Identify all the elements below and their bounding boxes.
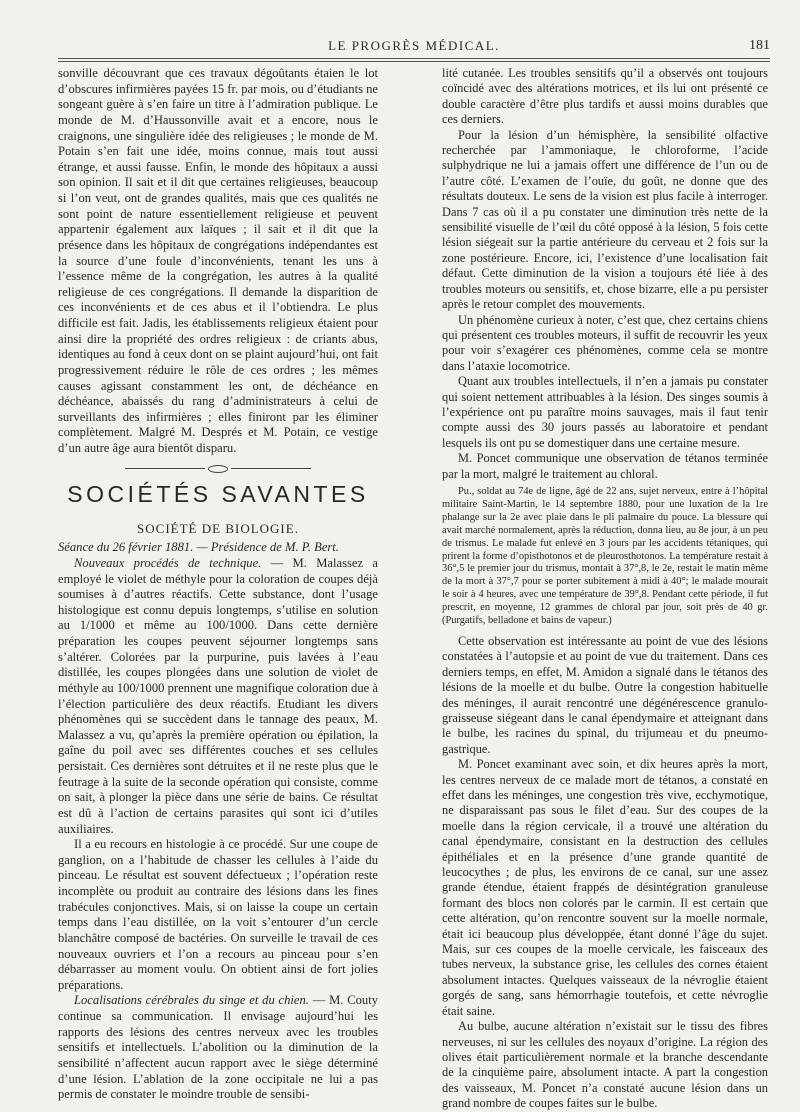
paragraph: Un phénomène curieux à noter, c’est que, chez certains chiens qui présentent ces troubles moteurs, il suffit de recouvrir les yeux pour voir s’exagérer ces phénomènes, comme cela se montre dans l’ataxie locomotrice. bbox=[442, 312, 768, 373]
paragraph: M. Poncet communique une observation de tétanos terminée par la mort, malgré le traitement au chloral. bbox=[442, 451, 768, 481]
header-rule-top bbox=[58, 58, 770, 59]
paragraph: Nouveaux procédés de technique. — M. Malassez a employé le violet de méthyle pour la coloration de coupes déjà soumises à d’autres réactifs. Cette substance, dont l’usage histologique est connu depuis longtemps, s’utilise en solution au 1/1000 et même au 100/1000. Dans cette dernière préparation les coupes peuvent séjourner longtemps sans s’altérer. Colorées par la purpurine, puis lavées à l’eau distillée, les coupes plongées dans une solution de violet de méthyle au 100/1000 prennent une magnifique coloration due à l’élection particulière des deux réactifs. Etudiant les divers phénomènes qui se succèdent dans le tannage des peaux, M. Malassez a vu, qu’après la première opération ou épilation, la gaîne du poil avec ses différentes couches et ses cellules persistait. Ces dernières sont détruites et il ne reste plus que le feutrage à la suite de la seconde opération qui consiste, comme on sait, à plonger la pièce dans une série de bains. Ce résultat est dû à l’action de certains parasites qui sont ici d’utiles auxiliaires. bbox=[58, 555, 378, 836]
paragraph: Pour la lésion d’un hémisphère, la sensibilité olfactive recherchée par l’ammoniaque, le chloroforme, l’acide sulphydrique ne lui a jamais offert une différence de l’un ou de l’autre côté. L’examen de l’ouïe, du goût, ne donne que des résultats douteux. Le sens de la vision est plus facile à interroger. Dans 7 cas où il a pu constater une diminution très nette de la sensibilité visuelle de l’œil du côté opposé à la lésion, 5 fois cette lésion siégeait sur la partie antérieure du cerveau et 2 fois sur la zone postérieure. Encore, ici, l’existence d’une localisation fait défaut. Cette diminution de la vision a toujours été liée à des troubles moteurs ou sensitifs, et, chose bizarre, elle a pu persister après le retour complet des mouvements. bbox=[442, 127, 768, 312]
case-report: Pu., soldat au 74e de ligne, âgé de 22 ans, sujet nerveux, entre à l’hôpital militaire Saint-Martin, le 14 septembre 1880, pour une luxation de la 1re phalange sur la 2e avec plaie dans le pli palmaire du pouce. La blessure qui avait marché normalement, après la réduction, donna lieu, au 8e jour, à un peu de trismus. Le malade fut enlevé en 3 jours par les accidents tétaniques, qui prirent la forme d’opisthotonos et de pleurosthotonos. La température restait à 36°,5 le premier jour du trismus, montait à 37°,8, le 2e, restait le matin même de la mort à 37°,7 pour se porter subitement à midi à 40°; le malade mourait le soir à 4 heures, avec une température de 39°,8. Pendant cette période, il fut prescrit, en moyenne, 12 grammes de chloral par jour, soit près de 40 gr. (Purgatifs, belladone et bains de vapeur.) bbox=[442, 485, 768, 627]
paragraph-heading: Nouveaux procédés de technique. bbox=[74, 555, 262, 570]
session-line: Séance du 26 février 1881. — Présidence de M. P. Bert. bbox=[58, 540, 339, 555]
paragraph: Il a eu recours en histologie à ce procédé. Sur une coupe de ganglion, on a l’habitude de chasser les cellules à l’aide du pinceau. Le résultat est souvent défectueux ; l’opération reste incomplète ou produit au contraire des lésions dans les fines trabécules conjonctives. Mais, si on laisse la coupe un certain temps dans l’eau distillée, on la voit s’entourer d’un cercle blanchâtre composé de bactéries. On surveille le travail de ces nouveaux ouvriers et l’on a recours au pinceau pour s’en débarrasser au moment voulu. On obtient ainsi de fort jolies préparations. bbox=[58, 837, 378, 992]
right-column bbox=[442, 66, 768, 1112]
paragraph: sonville découvrant que ces travaux dégoûtants étaien le lot d’obscures infirmières payées 15 fr. par mois, ou d’étudiants ne songeant guère à s’en faire un titre à l’admiration publique. Le monde de M. d’Haussonville avait et a encore, nous le craignons, une singulière idée des religieuses ; le monde de M. Potain s’en fait une idée, moins connue, mais tout aussi étrange, et aussi fausse. Enfin, le monde des hôpitaux a aussi son opinion. Il sait et il dit que certaines religieuses, beaucoup si l’on veut, ont de grandes qualités, mais que ces qualités ne sont point de nature essentiellement religieuse et peuvent appartenir également aux laïques ; il sait et il dit que la présence dans les hôpitaux de congrégations indépendantes est la source d’une foule d’inconvénients, tenant les uns à l’essence même de la congrégation, les autres à la qualité religieuse de ces congrégations. Il demande la disparition de ces inconvénients et de ces abus et il l’obtiendra. Le plus difficile est fait. Jadis, les établissements religieux étaient pour ainsi dire la propriété des ordres religieux : de criants abus, identiques au fond à ceux dont on se plaint aujourd’hui, ont fait progressivement réduire le rôle de ces ordres ; les mêmes causes agissant constamment les ont, de déchéance en déchéance, abaissés du rang d’administrateurs à celui de surveillants des infirmières ; elles finiront par les éliminer complètement. Malgré M. Després et M. Potain, ce vestige d’un autre âge aura bientôt disparu. bbox=[58, 66, 379, 455]
paragraph: M. Poncet examinant avec soin, et dix heures après la mort, les centres nerveux de ce malade mort de tétanos, a constaté en effet dans les méninges, une congestion très vive, ecchymotique, ne disparaissant pas sous le filet d’eau. Sur des coupes de la moelle dans la région cervicale, il a trouvé une altération du canal épendymaire, consistant en la destruction des cellules épithéliales et en la présence d’une grande quantité de leucocythes ; de plus, les environs de ce canal, sur une assez grande étendue, étaient frappés de désintégration granuleuse formant des blocs non colorés par le carmin. Il est certain que cette altération, qu’on rencontre souvent sur la moelle normale, était ici beaucoup plus développée, étant donné l’âge du sujet. Mais, sur ces coupes de la moelle cervicale, les faisceaux des tubes nerveux, la substance grise, les cellules des cornes étaient absolument intactes. Quelques vaisseaux de la névroglie étaient gorgés de sang, sans hémorrhagie toutefois, et cette névroglie était saine. bbox=[442, 757, 768, 1018]
society-title: SOCIÉTÉ DE BIOLOGIE. bbox=[137, 520, 299, 536]
paragraph: Quant aux troubles intellectuels, il n’en a jamais pu constater qui soient nettement attribuables à la lésion. Des singes soumis à l’expérience ont pu paraître moins sauvages, mais il faut tenir compte aussi des 30 jours passés au laboratoire et pendant lesquels ils ont pu se domestiquer dans une certaine mesure. bbox=[442, 374, 768, 450]
running-header bbox=[58, 38, 770, 56]
section-ornament bbox=[58, 461, 378, 471]
header-rule-bottom bbox=[58, 61, 770, 62]
journal-title: LE PROGRÈS MÉDICAL. bbox=[328, 38, 500, 53]
paragraph-heading: Localisations cérébrales du singe et du chien. bbox=[74, 993, 309, 1008]
paragraph: lité cutanée. Les troubles sensitifs qu’il a observés ont toujours coïncidé avec des altérations motrices, et ils lui ont présenté ce double caractère d’être plus tardifs et aussi moins durables que ces derniers. bbox=[442, 66, 768, 127]
paragraph: Localisations cérébrales du singe et du chien. — M. Couty continue sa communication. Il envisage aujourd’hui les rapports des lésions des centres nerveux avec les troubles sensitifs et intellectuels. L’abolition ou la diminution de la sensibilité n’affectent aucun rapport avec le siège déterminé d’une lésion. L’ablation de la zone occipitale ne lui a pas permis de constater le moindre trouble de sensibi- bbox=[58, 993, 378, 1102]
paragraph: Au bulbe, aucune altération n’existait sur le tissu des fibres nerveuses, ni sur les cellules des noyaux d’origine. La région des olives était particulièrement normale et la branche descendante de la cinquième paire, absolument intacte. A part la congestion des vaisseaux, M. Poncet n’a constaté aucune lésion dans un grand nombre de coupes faites sur le bulbe. bbox=[442, 1019, 768, 1111]
page-number: 181 bbox=[749, 38, 770, 53]
left-column bbox=[58, 66, 378, 1103]
section-title: SOCIÉTÉS SAVANTES bbox=[67, 480, 369, 507]
paragraph: Cette observation est intéressante au point de vue des lésions constatées à l’autopsie et au point de vue du traitement. Dans ces derniers temps, en effet, M. Amidon a signalé dans le tétanos des lésions de la moelle et du bulbe. Outre la congestion habituelle des méninges, il aurait rencontré une dégénérescence granulo-graisseuse siégeant dans le canal épendymaire et atteignant dans le bulbe, les racines du spinal, du trijumeau et du pneumo-gastrique. bbox=[442, 633, 768, 756]
